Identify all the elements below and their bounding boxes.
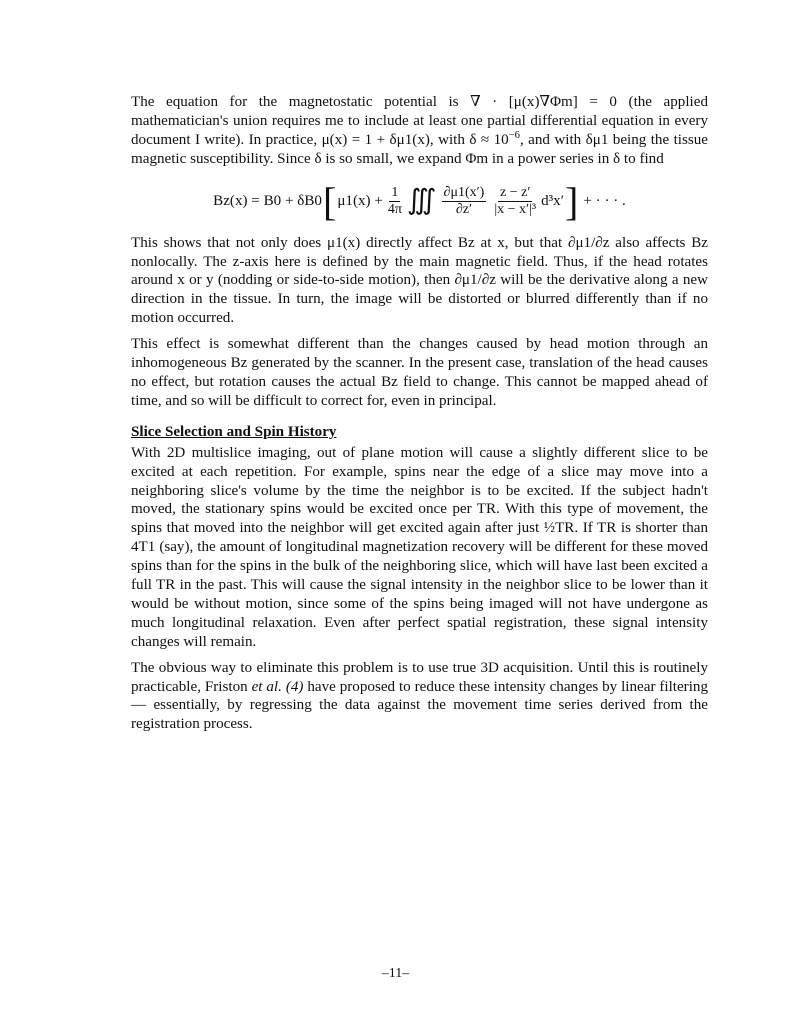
triple-integral: ∭ bbox=[406, 185, 431, 217]
frac3-numerator: z − z′ bbox=[500, 185, 531, 201]
citation-ref: (4) bbox=[281, 678, 304, 695]
page-body bbox=[131, 93, 708, 741]
paragraph-5-text-b: have proposed to reduce these intensity changes by linear filtering — essentially, by regressing the data against the movement time series derived from the registration process. bbox=[131, 678, 708, 733]
paragraph-1-text-b: , and with δμ1 being the tissue magnetic susceptibility. Since δ is so small, we expand Φm in a power series in δ to find bbox=[131, 131, 708, 167]
equation-mu-term: μ1(x) + bbox=[337, 193, 383, 210]
frac3-denominator: |x − x′|³ bbox=[494, 202, 537, 218]
frac2-numerator: ∂μ1(x′) bbox=[443, 185, 485, 201]
fraction-1-over-4pi bbox=[386, 185, 404, 218]
et-al: et al. bbox=[251, 678, 282, 695]
paragraph-4: With 2D multislice imaging, out of plane motion will cause a slightly different slice to be excited at each repetition. For example, spins near the edge of a slice may move into a neighboring slice's volume by the time the neighbor is to be excited. If the subject hadn't moved, the stationary spins would be excited once per TR. With this type of movement, the spins that moved into the neighbor will get excited again after just ½TR. If TR is shorter than 4T1 (say), the amount of longitudinal magnetization recovery will be different for these moved spins than for the spins in the bulk of the neighboring slice, which will have last been excited a full TR in the past. This will cause the signal intensity in the neighbor slice to be lower than it would be without motion, since some of the spins being imaged will not have undergone as much longitudinal relaxation. Even after perfect spatial registration, these signal intensity changes will remain. bbox=[131, 444, 708, 650]
equation-tail: + · · · . bbox=[583, 193, 626, 210]
section-heading-text: Slice Selection and Spin History bbox=[131, 423, 337, 440]
volume-element: d³x′ bbox=[541, 193, 565, 210]
paragraph-2: This shows that not only does μ1(x) directly affect Bz at x, but that ∂μ1/∂z also affects Bz nonlocally. The z-axis here is defined by the main magnetic field. Thus, if the head rotates around x or y (nodding or side-to-side motion), then ∂μ1/∂z will be the derivative along a new direction in the tissue. In turn, the image will be distorted or blurred differently than if no motion occurred. bbox=[131, 234, 708, 327]
equation-open-bracket: [ bbox=[322, 178, 337, 224]
paragraph-1-text-a: The equation for the magnetostatic potential is ∇ · [μ(x)∇Φm] = 0 (the applied mathematician's union requires me to include at least one partial differential equation in every document I write). In practice, μ(x) = 1 + δμ1(x), with δ ≈ 10 bbox=[131, 94, 708, 148]
fraction-kernel bbox=[492, 185, 538, 218]
frac1-numerator: 1 bbox=[391, 185, 399, 201]
paragraph-3: This effect is somewhat different than the changes caused by head motion through an inhomogeneous Bz generated by the scanner. In the present case, translation of the head causes no effect, but rotation causes the actual Bz field to change. This cannot be mapped ahead of time, and so will be difficult to correct for, even in principal. bbox=[131, 336, 708, 409]
paragraph-5 bbox=[131, 659, 708, 735]
frac2-denominator: ∂z′ bbox=[455, 202, 473, 218]
page-number: –11– bbox=[381, 966, 410, 981]
paragraph-1 bbox=[131, 93, 708, 169]
fraction-derivative bbox=[442, 185, 487, 218]
paragraph-5-text-a: The obvious way to eliminate this problem is to use true 3D acquisition. Until this is routinely practicable, Friston bbox=[131, 659, 708, 695]
frac1-denominator: 4π bbox=[387, 202, 402, 218]
display-equation bbox=[131, 176, 708, 228]
section-heading bbox=[131, 423, 708, 442]
equation-close-bracket: ] bbox=[565, 178, 579, 224]
exponent: −6 bbox=[508, 129, 520, 141]
equation-lhs: Bz(x) = B0 + δB0 bbox=[213, 193, 322, 210]
